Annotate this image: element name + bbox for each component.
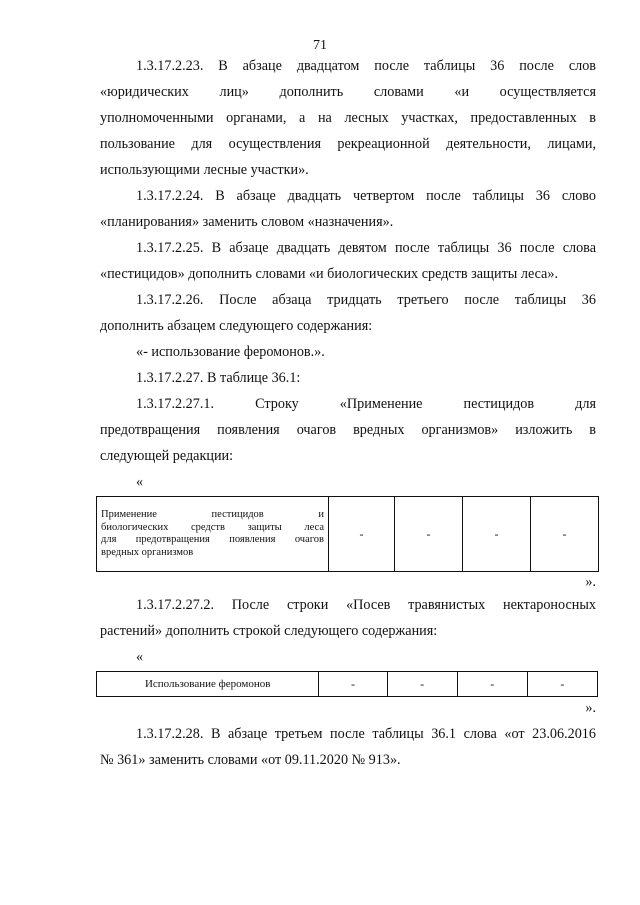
table-row xyxy=(97,497,599,572)
paragraph-line: 1.3.17.2.23. В абзаце двадцатом после таблицы 36 после слов xyxy=(136,58,596,74)
table-cell-name xyxy=(97,497,329,572)
table-cell-name-line: для предотвращения появления очагов xyxy=(101,534,324,545)
table-cell-value: - xyxy=(395,497,463,572)
table-row xyxy=(97,672,598,697)
added-table-row xyxy=(96,671,598,697)
paragraph-line: пользование для осуществления рекреационной деятельности, лицами, xyxy=(100,136,596,152)
paragraph-line: «- использование феромонов.». xyxy=(136,344,325,360)
paragraph-line: уполномоченными органами, а на лесных участках, предоставленных в xyxy=(100,110,596,126)
table-cell-name-line: вредных организмов xyxy=(101,546,194,558)
quote-close: ». xyxy=(585,700,596,716)
paragraph-line: 1.3.17.2.28. В абзаце третьем после таблицы 36.1 слова «от 23.06.2016 xyxy=(136,726,596,742)
paragraph-line: «пестицидов» дополнить словами «и биологических средств защиты леса». xyxy=(100,266,558,282)
table-cell-name-line: биологических средств защиты леса xyxy=(101,521,324,533)
paragraph-line: 1.3.17.2.27.1. Строку «Применение пестицидов для xyxy=(136,396,596,412)
table-cell-value: - xyxy=(319,672,387,697)
paragraph-line: использующими лесные участки». xyxy=(100,162,309,178)
paragraph-line: предотвращения появления очагов вредных организмов» изложить в xyxy=(100,422,596,438)
paragraph-line: «планирования» заменить словом «назначения». xyxy=(100,214,394,230)
quote-open: « xyxy=(136,649,144,665)
replacement-table-row xyxy=(96,496,599,572)
table-cell-value: - xyxy=(463,497,531,572)
quote-close: ». xyxy=(585,574,596,590)
paragraph-line: следующей редакции: xyxy=(100,448,234,464)
paragraph-line: «юридических лиц» дополнить словами «и осуществляется xyxy=(100,84,596,100)
table-cell-value: - xyxy=(457,672,527,697)
table-cell-value: - xyxy=(387,672,457,697)
quote-open: « xyxy=(136,474,144,490)
paragraph-line: 1.3.17.2.25. В абзаце двадцать девятом после таблицы 36 после слова xyxy=(136,240,596,256)
paragraph-line: 1.3.17.2.26. После абзаца тридцать третьего после таблицы 36 xyxy=(136,292,596,308)
table-cell-value: - xyxy=(531,497,599,572)
table-cell-value: - xyxy=(527,672,597,697)
table-cell-name-line: Применение пестицидов и xyxy=(101,509,324,520)
paragraph-line: 1.3.17.2.27.2. После строки «Посев травянистых нектароносных xyxy=(136,597,596,613)
paragraph-line: № 361» заменить словами «от 09.11.2020 № 913». xyxy=(100,752,401,768)
paragraph-line: 1.3.17.2.24. В абзаце двадцать четвертом после таблицы 36 слово xyxy=(136,188,596,204)
page-number: 71 xyxy=(313,38,327,53)
table-cell-value: - xyxy=(329,497,395,572)
paragraph-line: 1.3.17.2.27. В таблице 36.1: xyxy=(136,370,301,386)
paragraph-line: растений» дополнить строкой следующего содержания: xyxy=(100,623,438,639)
table-cell-name: Использование феромонов xyxy=(97,672,319,697)
paragraph-line: дополнить абзацем следующего содержания: xyxy=(100,318,373,334)
